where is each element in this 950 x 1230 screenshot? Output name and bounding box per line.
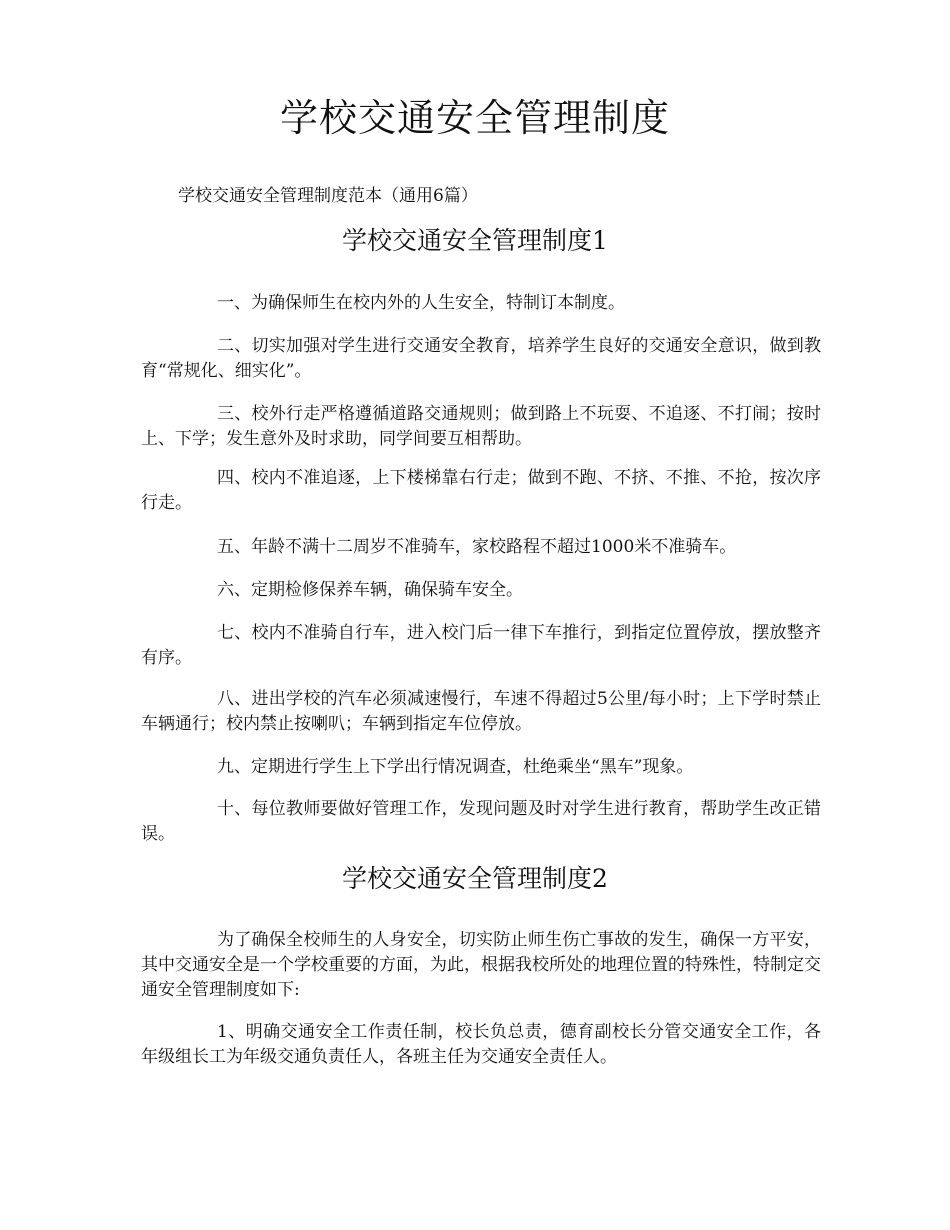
section-1-paragraph-7: 七、校内不准骑自行车，进入校门后一律下车推行，到指定位置停放，摆放整齐有序。	[141, 623, 821, 668]
section-1-paragraph-8: 八、进出学校的汽车必须减速慢行，车速不得超过5公里/每小时；上下学时禁止车辆通行；校内禁止按喇叭；车辆到指定车位停放。	[141, 689, 821, 734]
section-1-paragraph-6: 六、定期检修保养车辆，确保骑车安全。	[217, 580, 523, 600]
section-1-paragraph-3: 三、校外行走严格遵循道路交通规则；做到路上不玩耍、不追逐、不打闹；按时上、下学；发生意外及时求助，同学间要互相帮助。	[141, 404, 821, 449]
section-2-paragraph-1: 为了确保全校师生的人身安全，切实防止师生伤亡事故的发生，确保一方平安，其中交通安全是一个学校重要的方面，为此，根据我校所处的地理位置的特殊性，特制定交通安全管理制度如下:	[141, 930, 821, 1000]
section-1-paragraph-2: 二、切实加强对学生进行交通安全教育，培养学生良好的交通安全意识，做到教育“常规化、细实化”。	[141, 336, 821, 381]
section-heading-2: 学校交通安全管理制度2	[342, 864, 608, 893]
document-title: 学校交通安全管理制度	[279, 96, 670, 140]
section-1-paragraph-1: 一、为确保师生在校内外的人生安全，特制订本制度。	[217, 293, 625, 313]
document-subtitle: 学校交通安全管理制度范本（通用6篇）	[178, 186, 478, 206]
section-1-paragraph-9: 九、定期进行学生上下学出行情况调查，杜绝乘坐“黑车”现象。	[217, 757, 694, 777]
section-2-paragraph-2: 1、明确交通安全工作责任制，校长负总责，德育副校长分管交通安全工作，各年级组长工为年级交通负责任人，各班主任为交通安全责任人。	[141, 1022, 821, 1067]
section-1-paragraph-10: 十、每位教师要做好管理工作，发现问题及时对学生进行教育，帮助学生改正错误。	[141, 799, 821, 844]
section-1-paragraph-5: 五、年龄不满十二周岁不准骑车，家校路程不超过1000米不准骑车。	[217, 537, 737, 557]
section-heading-1: 学校交通安全管理制度1	[342, 226, 608, 255]
section-1-paragraph-4: 四、校内不准追逐，上下楼梯靠右行走；做到不跑、不挤、不推、不抢，按次序行走。	[141, 468, 821, 513]
